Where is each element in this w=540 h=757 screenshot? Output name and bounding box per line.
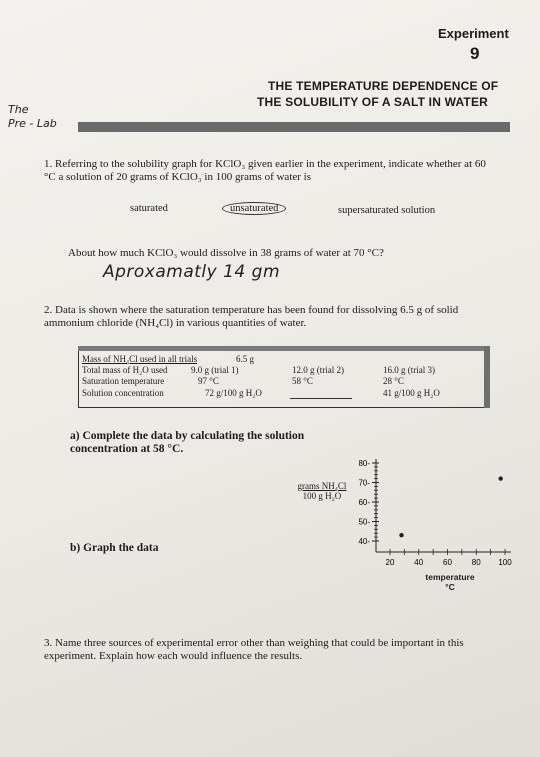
table-shadow-right — [484, 346, 490, 408]
x-tick-label: 20 — [385, 558, 395, 567]
row-label-conc: Solution concentration — [82, 388, 164, 398]
data-point — [399, 533, 403, 537]
y-tick-label: 50- — [358, 517, 370, 527]
y-tick-label: 60- — [358, 498, 370, 507]
y-axis-label-numerator: grams NH₄Cl — [297, 481, 347, 491]
trial1-conc: 72 g/100 g H₂O — [205, 388, 262, 398]
question-2-number: 2. — [44, 304, 53, 316]
title-line-1: THE TEMPERATURE DEPENDENCE OF — [268, 79, 499, 93]
trial1-water: 9.0 g (trial 1) — [191, 365, 239, 375]
header-divider-bar — [78, 122, 510, 132]
x-tick-label: 60 — [443, 558, 452, 567]
data-point — [498, 476, 502, 480]
y-tick-label: 70- — [358, 478, 370, 488]
question-1-text: Referring to the solubility graph for KClO₃ given earlier in the experiment, indicate whether at 60 °C a solution of 20 grams of KClO₃ in 100 grams of water is — [44, 158, 486, 183]
trial2-temp: 58 °C — [292, 376, 313, 386]
title-line-2: THE SOLUBILITY OF A SALT IN WATER — [257, 95, 489, 109]
option-unsaturated-circled: unsaturated — [222, 202, 286, 215]
trial2-water: 12.0 g (trial 2) — [292, 365, 344, 375]
trial1-temp: 97 °C — [198, 376, 219, 386]
y-tick-label: 80- — [358, 459, 370, 468]
x-axis-label — [420, 572, 480, 592]
row-label-temp: Saturation temperature — [82, 376, 165, 386]
question-2 — [44, 304, 494, 330]
x-axis-unit: °C — [445, 582, 455, 592]
y-axis-label — [292, 481, 352, 501]
handwritten-answer: Aproxamatly 14 gm — [103, 262, 281, 282]
trial3-temp: 28 °C — [383, 376, 404, 386]
question-1-number: 1. — [44, 158, 53, 170]
question-2b: b) Graph the data — [70, 542, 159, 554]
trial3-water: 16.0 g (trial 3) — [383, 365, 435, 375]
trial2-conc-blank — [290, 398, 352, 399]
y-tick-label: 40- — [358, 537, 370, 546]
x-tick-label: 40 — [414, 558, 424, 567]
solubility-graph — [350, 455, 520, 575]
option-saturated: saturated — [130, 203, 168, 214]
row-label-mass: Mass of NH₄Cl used in all trials — [82, 354, 198, 364]
handwritten-prelab: Pre - Lab — [8, 117, 57, 130]
experiment-number: 9 — [470, 44, 480, 63]
y-axis-label-denominator: 100 g H₂O — [302, 491, 342, 501]
question-2-text: Data is shown where the saturation temperature has been found for dissolving 6.5 g of solid ammonium chloride (NH₄Cl) in various quantities of water. — [44, 304, 459, 329]
row-label-water: Total mass of H₂O used — [82, 365, 168, 375]
experiment-label: Experiment — [438, 26, 509, 41]
question-3-number: 3. — [44, 637, 53, 649]
x-tick-label: 80 — [471, 558, 481, 567]
table-shadow-top — [78, 346, 488, 351]
option-supersaturated: supersaturated solution — [338, 205, 436, 216]
question-2a: a) Complete the data by calculating the solution concentration at 58 °C. — [70, 430, 305, 455]
mass-all-trials: 6.5 g — [236, 354, 254, 364]
question-3 — [44, 637, 494, 663]
x-tick-label: 100 — [498, 558, 512, 567]
handwritten-the: The — [8, 103, 29, 116]
question-3-text: Name three sources of experimental error other than weighing that could be important in this experiment. Explain how each would influence the results. — [44, 637, 464, 662]
question-1 — [44, 158, 494, 184]
question-1-followup: About how much KClO₃ would dissolve in 38 grams of water at 70 °C? — [68, 247, 384, 259]
x-axis-label-text: temperature — [425, 572, 475, 582]
trial3-conc: 41 g/100 g H₂O — [383, 388, 440, 398]
